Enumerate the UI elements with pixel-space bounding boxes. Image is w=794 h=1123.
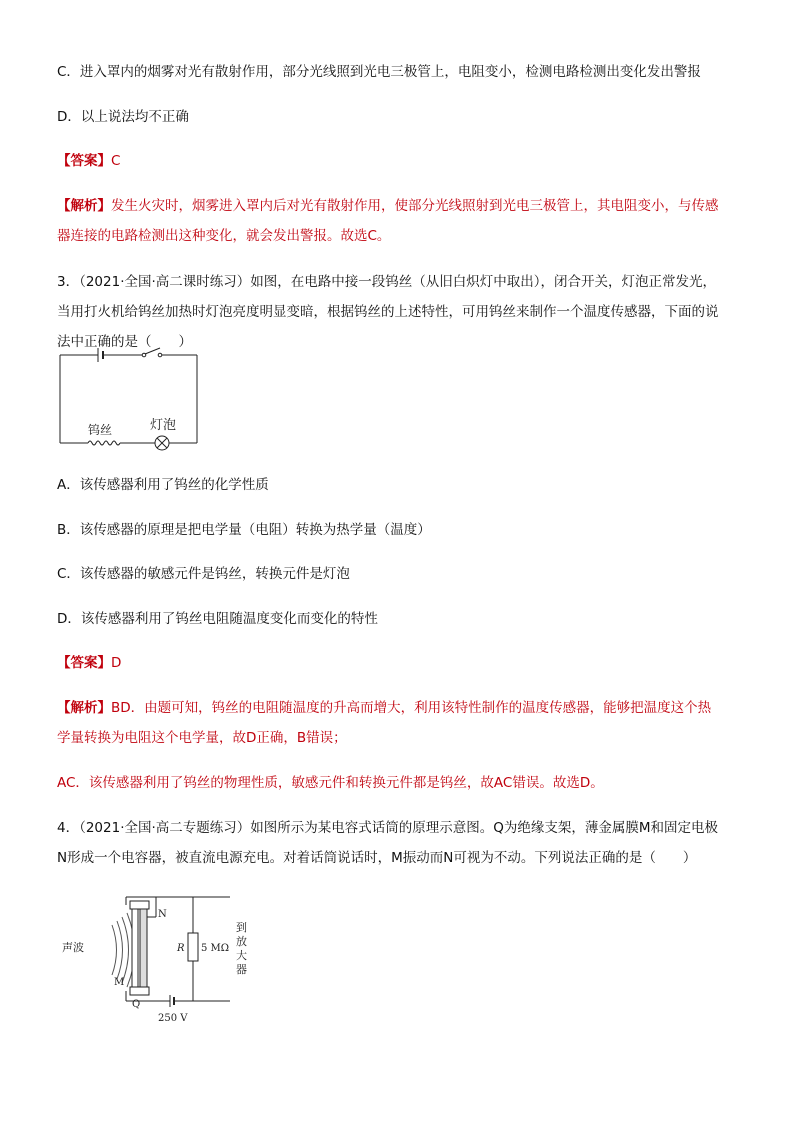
support-top [130, 901, 149, 909]
q3-option-b: B．该传感器的原理是把电学量（电阻）转换为热学量（温度） [57, 522, 431, 538]
support-q [130, 987, 149, 995]
label-to-amplifier [236, 920, 247, 976]
svg-text:大: 大 [236, 949, 247, 962]
q2-analysis-line-2: 器连接的电路检测出这种变化，就会发出警报。故选C。 [57, 228, 391, 244]
switch-blade [145, 348, 160, 354]
answer-value: D [111, 655, 122, 671]
label-sound-wave: 声波 [62, 941, 84, 954]
q3-stem-line-3: 法中正确的是（ ） [57, 334, 192, 350]
label-voltage: 250 V [158, 1013, 188, 1024]
svg-text:到: 到 [236, 921, 247, 934]
q3-circuit-figure [56, 345, 206, 455]
plate-n [140, 907, 147, 989]
q3-option-c: C．该传感器的敏感元件是钨丝，转换元件是灯泡 [57, 566, 350, 582]
label-q: Q [132, 999, 141, 1010]
label-n: N [158, 909, 167, 920]
label-resistance: 5 MΩ [201, 943, 230, 954]
q2-analysis-line-1: 【解析】发生火灾时，烟雾进入罩内后对光有散射作用，使部分光线照射到光电三极管上，其电阻变小，与传感 [57, 198, 719, 214]
q2-option-c: C．进入罩内的烟雾对光有散射作用，部分光线照到光电三极管上，电阻变小，检测电路检测出变化发出警报 [57, 64, 701, 80]
analysis-text: BD．由题可知，钨丝的电阻随温度的升高而增大，利用该特性制作的温度传感器，能够把温度这个热 [111, 700, 712, 716]
label-tungsten-wire: 钨丝 [88, 423, 113, 437]
q2-option-d: D．以上说法均不正确 [57, 109, 189, 125]
analysis-tag: 解析 [70, 198, 98, 214]
q3-analysis-line-3: AC．该传感器利用了钨丝的物理性质，敏感元件和转换元件都是钨丝，故AC错误。故选D。 [57, 775, 604, 791]
analysis-text: 发生火灾时，烟雾进入罩内后对光有散射作用，使部分光线照射到光电三极管上，其电阻变小，与传感 [111, 198, 719, 214]
q3-analysis-line-1: 【解析】BD．由题可知，钨丝的电阻随温度的升高而增大，利用该特性制作的温度传感器，能够把温度这个热 [57, 700, 712, 716]
q3-analysis-line-2: 学量转换为电阻这个电学量，故D正确，B错误； [57, 730, 347, 746]
q3-answer: 【答案】D [57, 655, 122, 671]
q2-answer: 【答案】C [57, 153, 121, 169]
switch-contact-right [158, 353, 162, 357]
label-r: R [177, 943, 185, 954]
label-m: M [114, 977, 125, 988]
q4-stem-line-1: 4．（2021·全国·高二专题练习）如图所示为某电容式话筒的原理示意图。Q为绝缘支架，薄金属膜M和固定电极 [57, 820, 719, 836]
answer-tag: 答案 [70, 153, 98, 169]
tungsten-wire-coil [88, 441, 120, 445]
q4-stem-line-2: N形成一个电容器，被直流电源充电。对着话筒说话时，M振动而N可视为不动。下列说法正确的是（ ） [57, 850, 697, 866]
label-bulb: 灯泡 [150, 418, 177, 433]
q4-microphone-figure [60, 895, 270, 1030]
svg-text:放: 放 [236, 935, 247, 948]
q3-stem-line-1: 3．（2021·全国·高二课时练习）如图，在电路中接一段钨丝（从旧白炽灯中取出），闭合开关，灯泡正常发光， [57, 274, 717, 290]
q3-stem-line-2: 当用打火机给钨丝加热时灯泡亮度明显变暗，根据钨丝的上述特性，可用钨丝来制作一个温度传感器，下面的说 [57, 304, 719, 320]
sound-wave-icon [112, 913, 135, 987]
plate-m [132, 907, 138, 989]
analysis-tag: 解析 [70, 700, 98, 716]
q3-option-d: D．该传感器利用了钨丝电阻随温度变化而变化的特性 [57, 611, 378, 627]
answer-tag: 答案 [70, 655, 98, 671]
resistor-r [188, 933, 198, 961]
q3-option-a: A．该传感器利用了钨丝的化学性质 [57, 477, 269, 493]
svg-text:器: 器 [236, 963, 247, 976]
answer-value: C [111, 153, 121, 169]
